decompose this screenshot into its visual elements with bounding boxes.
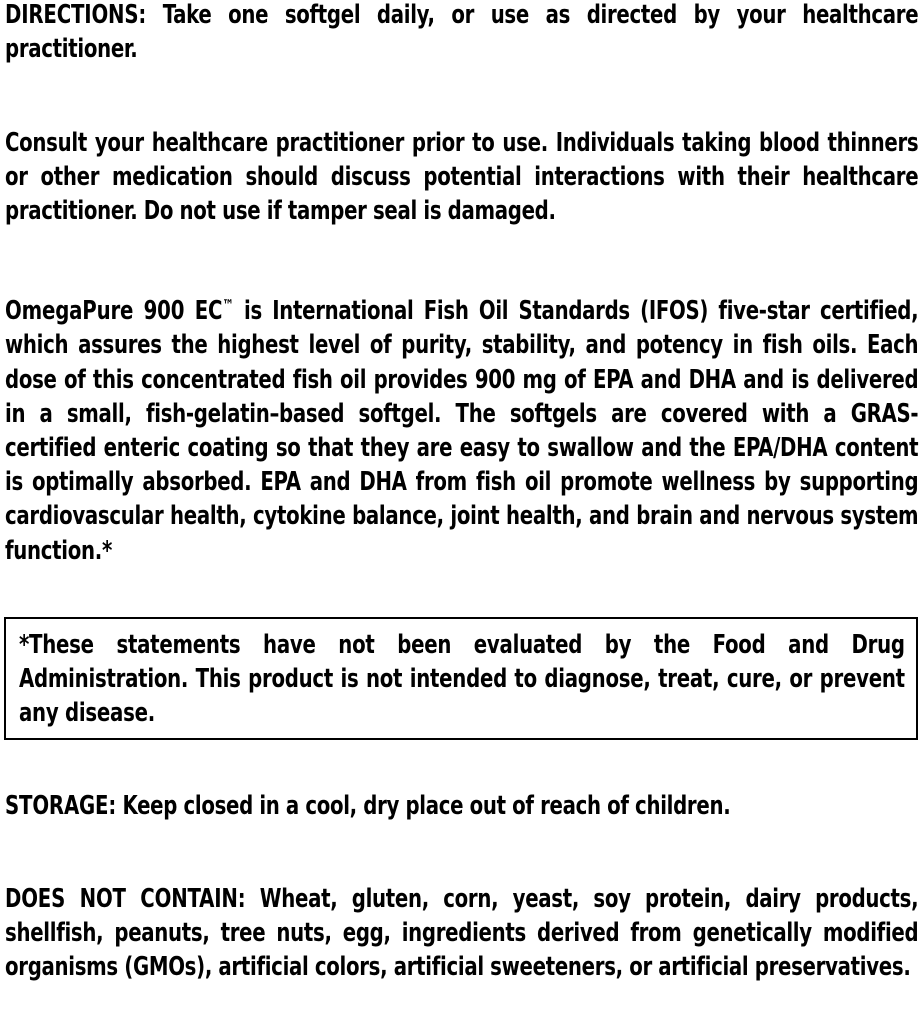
product-description-paragraph: [5, 289, 918, 568]
directions-body: Take one softgel daily, or use as directed by your healthcare practitioner.: [5, 0, 919, 65]
warning-paragraph: [5, 126, 918, 229]
does-not-contain-paragraph: [5, 882, 918, 985]
product-description-body: is International Fish Oil Standards (IFOS) five-star certified, which assures the highest level of purity, stability, and potency in fish oils. Each dose of this concentrated fish oil provides 900 mg of EPA and DHA and is delivered in a small, fish-gelatin–based softgel. The softgels are covered with a GRAS-certified enteric coating so that they are easy to swallow and the EPA/DHA content is optimally absorbed. EPA and DHA from fish oil promote wellness by supporting cardiovascular health, cytokine balance, joint health, and brain and nervous system function.*: [5, 296, 919, 566]
storage-heading: STORAGE:: [5, 791, 117, 821]
directions-heading: DIRECTIONS:: [5, 0, 147, 30]
storage-body: Keep closed in a cool, dry place out of reach of children.: [116, 791, 731, 821]
storage-paragraph: [5, 789, 918, 823]
fda-disclaimer-text: *These statements have not been evaluated by the Food and Drug Administration. This product is not intended to diagnose, treat, cure, or prevent any disease.: [19, 630, 905, 729]
does-not-contain-heading: DOES NOT CONTAIN:: [5, 884, 246, 914]
does-not-contain-body: Wheat, gluten, corn, yeast, soy protein, dairy products, shellfish, peanuts, tree nuts, egg, ingredients derived from genetically modified organisms (GMOs), artificial colors, artificial sweeteners, or artificial preservatives.: [5, 884, 919, 983]
directions-paragraph: [5, 0, 918, 66]
fda-disclaimer-box: [4, 617, 918, 740]
warning-body: Consult your healthcare practitioner prior to use. Individuals taking blood thinners or other medication should discuss potential interactions with their healthcare practitioner. Do not use if tamper seal is damaged.: [5, 128, 919, 227]
product-name: OmegaPure 900 EC: [5, 296, 223, 327]
trademark-icon: ™: [222, 297, 234, 314]
